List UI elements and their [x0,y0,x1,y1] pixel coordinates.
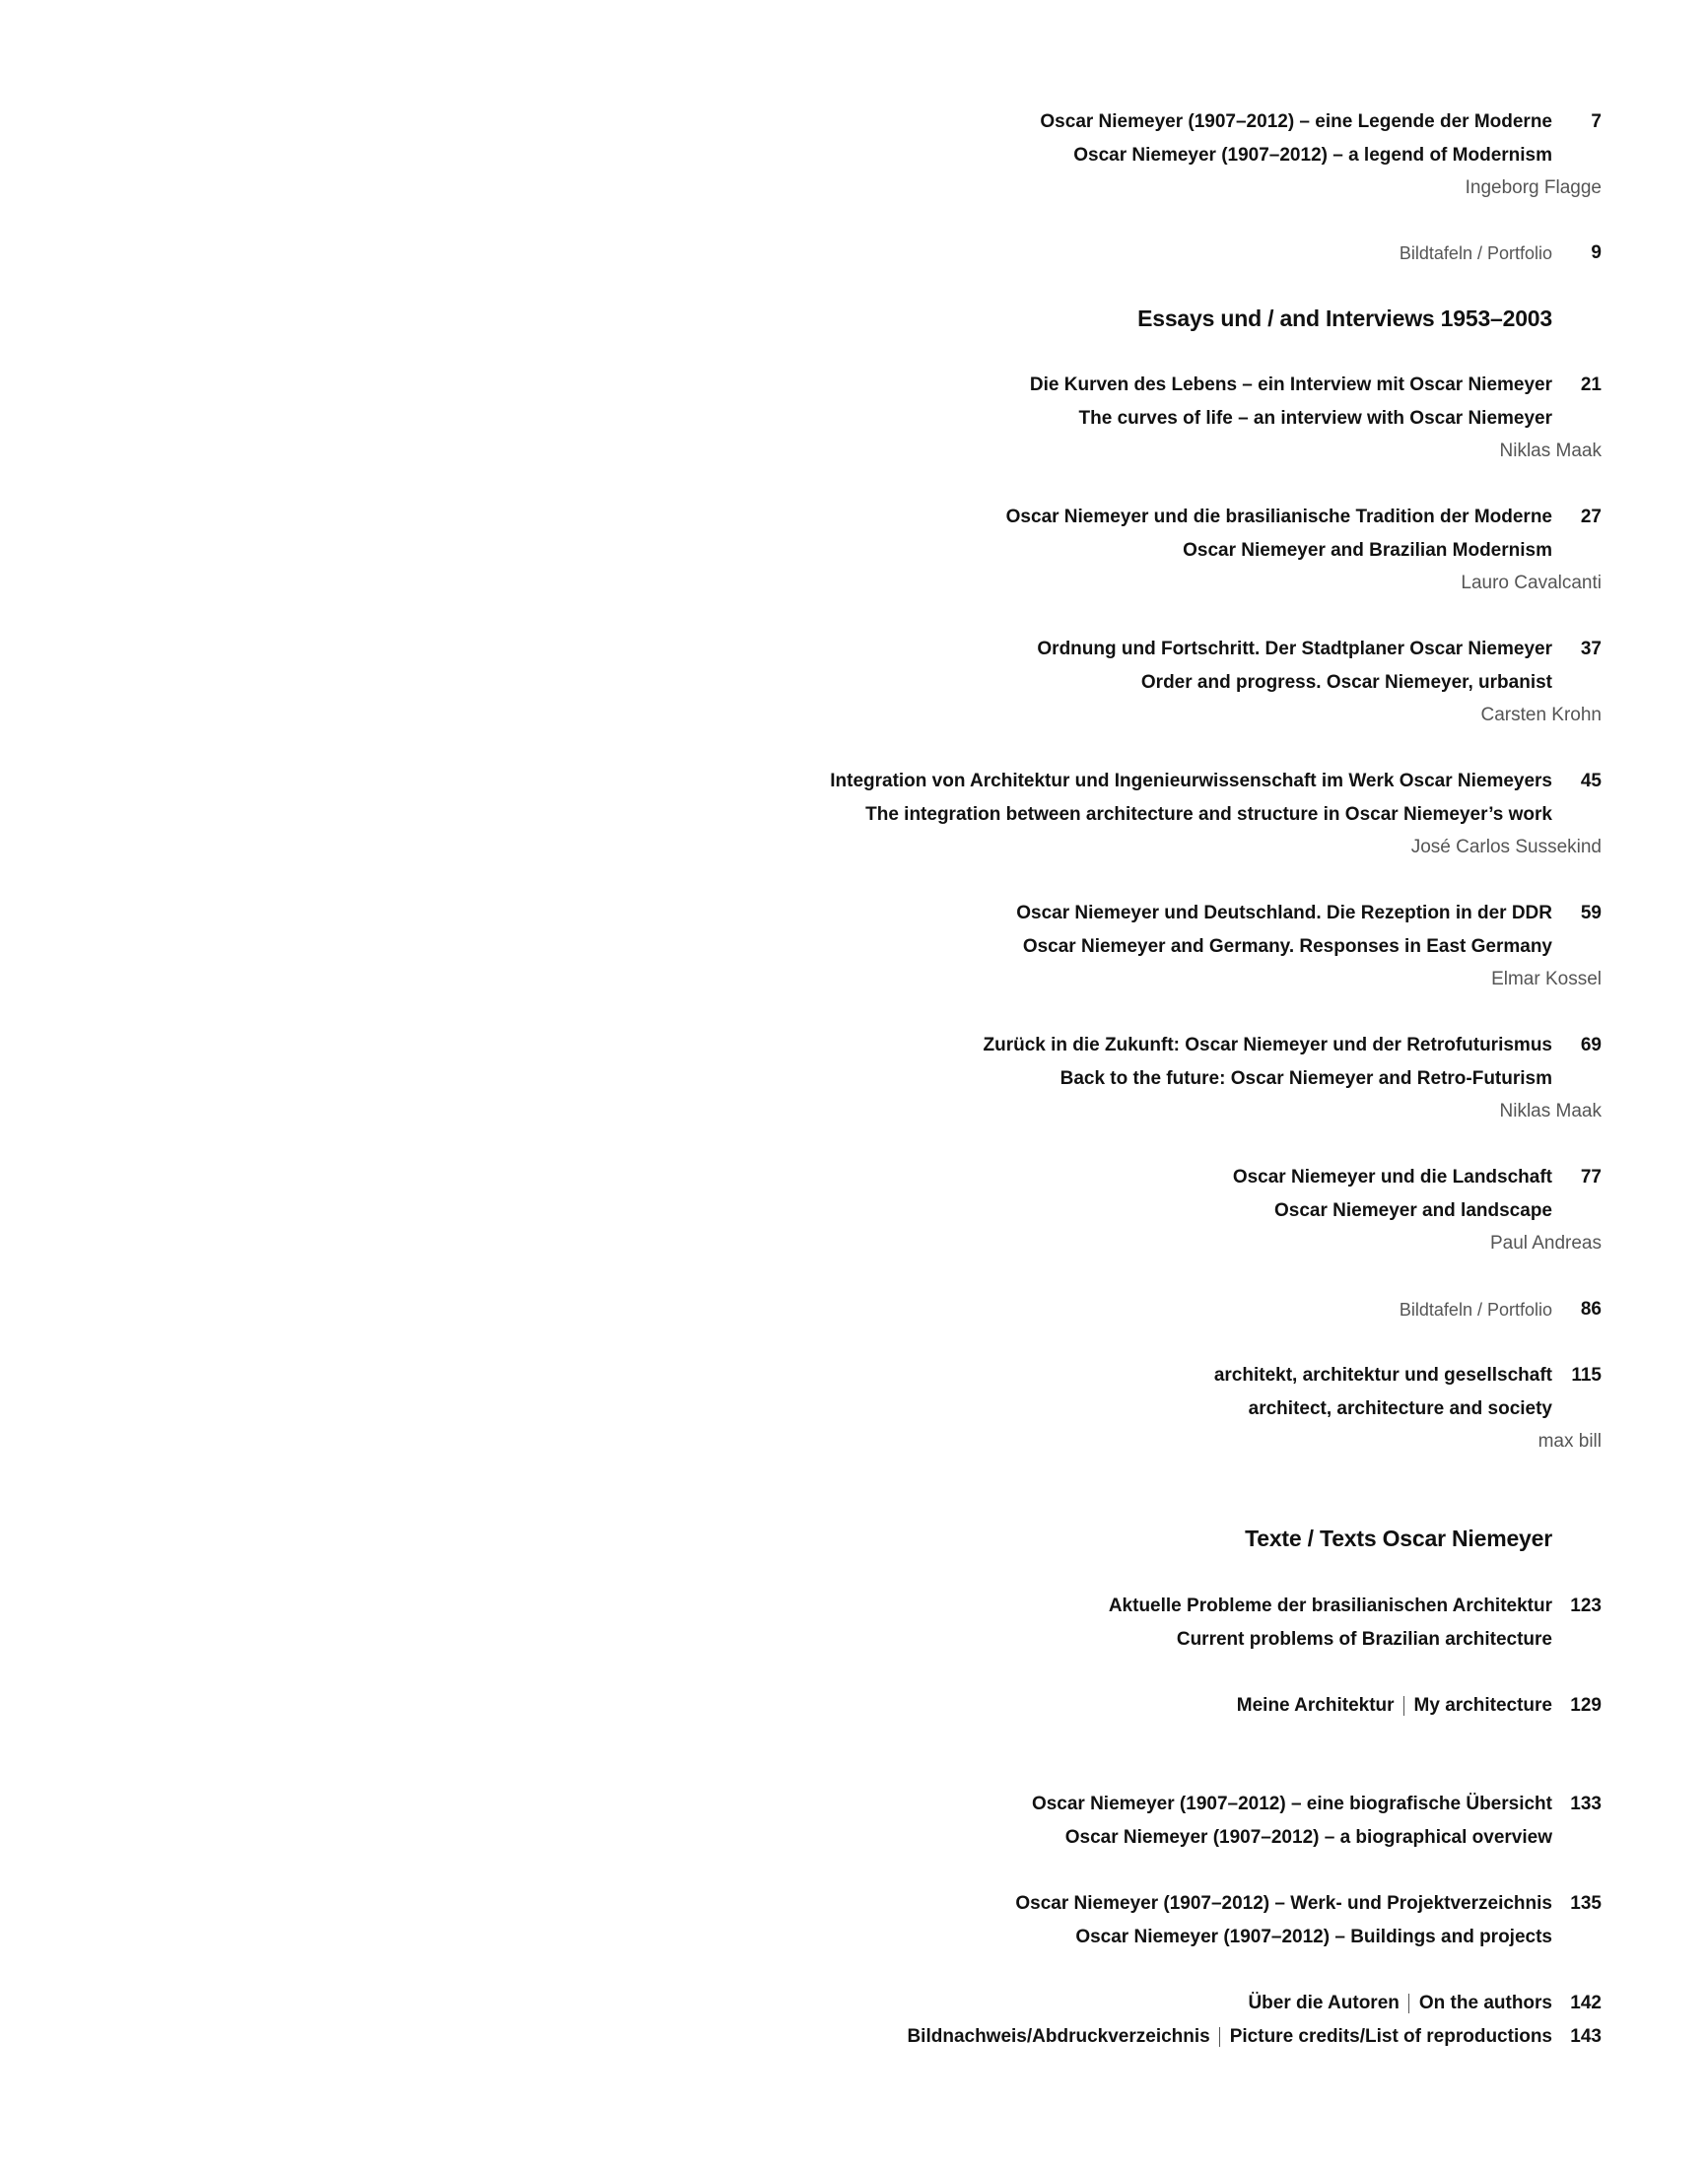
page-number: 45 [1580,771,1602,791]
toc-portfolio-entry [0,237,1602,270]
entry-title-en: On the authors [1418,1993,1552,2013]
entry-title-en: Oscar Niemeyer (1907–2012) – a legend of Modernism [1073,145,1552,166]
toc-portfolio-entry [0,1293,1602,1326]
toc-entry-title-en [0,1194,1602,1228]
page-number: 37 [1580,639,1602,659]
toc-entry-author [0,1227,1602,1260]
entry-title-en: The curves of life – an interview with Oscar Niemeyer [1078,408,1552,429]
toc-entry-title-en [0,1921,1602,1954]
entry-title-en: Oscar Niemeyer (1907–2012) – a biographical overview [1064,1827,1552,1848]
entry-title-de: Aktuelle Probleme der brasilianischen Architektur [1108,1596,1552,1616]
toc-entry-author [0,435,1602,468]
page-number: 129 [1570,1695,1602,1716]
entry-title-en: Current problems of Brazilian architecture [1176,1629,1552,1650]
entry-title-en: The integration between architecture and structure in Oscar Niemeyer’s work [865,804,1552,825]
toc-entry-title-de [0,1359,1602,1392]
toc-entry-title-de [0,1788,1602,1821]
entry-author: Paul Andreas [1489,1233,1602,1254]
divider [1403,1696,1404,1716]
toc-entry-title-de [0,897,1602,930]
portfolio-label: Bildtafeln / Portfolio [1399,1300,1552,1320]
entry-title-de: Oscar Niemeyer und die brasilianische Tradition der Moderne [1005,507,1552,527]
entry-title-en: Oscar Niemeyer (1907–2012) – Buildings and projects [1075,1927,1552,1947]
toc-entry-title-de [0,1887,1602,1921]
entry-title-en: Back to the future: Oscar Niemeyer and Retro-Futurism [1059,1068,1552,1089]
toc-entry-split [0,1987,1602,2020]
page-number: 142 [1570,1993,1602,2013]
toc-entry-author [0,963,1602,996]
toc-entry-title-en [0,534,1602,568]
page-number: 143 [1570,2026,1602,2047]
toc-entry-author [0,1425,1602,1459]
entry-author: Ingeborg Flagge [1465,177,1602,198]
toc-entry-title-de [0,765,1602,798]
entry-title-de: Oscar Niemeyer und Deutschland. Die Rezeption in der DDR [1016,903,1552,923]
entry-title-de: Ordnung und Fortschritt. Der Stadtplaner Oscar Niemeyer [1037,639,1552,659]
section-title: Texte / Texts Oscar Niemeyer [1245,1526,1552,1551]
entry-title-de: Integration von Architektur und Ingenieurwissenschaft im Werk Oscar Niemeyers [830,771,1552,791]
page-number: 123 [1570,1596,1602,1616]
entry-title-en: My architecture [1413,1695,1552,1716]
entry-title-de: Oscar Niemeyer (1907–2012) – eine biografische Übersicht [1031,1794,1552,1814]
entry-title-de: Oscar Niemeyer (1907–2012) – eine Legende der Moderne [1040,111,1552,132]
toc-entry-title-de [0,1590,1602,1623]
toc-entry-title-en [0,798,1602,832]
toc-entry-author [0,831,1602,864]
entry-author: max bill [1537,1431,1602,1452]
toc-entry-author [0,171,1602,205]
page-number: 77 [1580,1167,1602,1188]
entry-author: Elmar Kossel [1491,969,1602,989]
toc-entry-title-de [0,501,1602,534]
entry-title-de: Zurück in die Zukunft: Oscar Niemeyer und der Retrofuturismus [983,1035,1552,1055]
entry-title-de: Oscar Niemeyer (1907–2012) – Werk- und Projektverzeichnis [1015,1893,1552,1914]
toc-entry-title-en [0,930,1602,964]
toc-entry-title-en [0,1623,1602,1657]
section-heading [0,299,1602,338]
toc-entry-author [0,1095,1602,1128]
page-number: 7 [1591,111,1602,132]
toc-entry-title-en [0,139,1602,172]
entry-author: Niklas Maak [1499,1101,1602,1121]
entry-title-de: Über die Autoren [1248,1993,1400,2013]
toc-entry-title-de [0,369,1602,402]
entry-title-en: architect, architecture and society [1248,1398,1552,1419]
portfolio-label: Bildtafeln / Portfolio [1399,243,1552,263]
entry-author: Lauro Cavalcanti [1461,573,1602,593]
toc-entry-split [0,1689,1602,1723]
toc-entry-author [0,567,1602,600]
entry-title-de: Oscar Niemeyer und die Landschaft [1232,1167,1552,1188]
page-number: 9 [1591,242,1602,263]
page-number: 86 [1580,1299,1602,1320]
page-number: 133 [1570,1794,1602,1814]
entry-author: Carsten Krohn [1480,705,1602,725]
entry-author: Niklas Maak [1499,441,1602,461]
toc-entry-title-en [0,1821,1602,1855]
entry-title-de: Meine Architektur [1236,1695,1395,1716]
toc-entry-title-en [0,666,1602,700]
entry-title-de: architekt, architektur und gesellschaft [1213,1365,1552,1386]
toc-entry-author [0,699,1602,732]
page-number: 135 [1570,1893,1602,1914]
entry-title-en: Picture credits/List of reproductions [1229,2026,1552,2047]
toc-entry-title-de [0,105,1602,139]
toc-entry-title-en [0,1392,1602,1426]
entry-title-en: Oscar Niemeyer and Germany. Responses in East Germany [1022,936,1552,957]
page-number: 59 [1580,903,1602,923]
divider [1219,2027,1220,2047]
entry-title-en: Oscar Niemeyer and landscape [1274,1200,1552,1221]
page-number: 69 [1580,1035,1602,1055]
toc-entry-title-de [0,1029,1602,1062]
section-heading [0,1519,1602,1558]
page-number: 27 [1580,507,1602,527]
entry-title-de: Die Kurven des Lebens – ein Interview mit Oscar Niemeyer [1029,374,1552,395]
page-number: 115 [1571,1365,1602,1386]
divider [1408,1994,1409,2013]
section-title: Essays und / and Interviews 1953–2003 [1137,306,1552,331]
toc-entry-split [0,2020,1602,2054]
entry-author: José Carlos Sussekind [1410,837,1602,857]
entry-title-de: Bildnachweis/Abdruckverzeichnis [907,2026,1210,2047]
toc-entry-title-en [0,402,1602,436]
toc-entry-title-de [0,633,1602,666]
page-number: 21 [1580,374,1602,395]
entry-title-en: Oscar Niemeyer and Brazilian Modernism [1183,540,1552,561]
toc-entry-title-en [0,1062,1602,1096]
entry-title-en: Order and progress. Oscar Niemeyer, urbanist [1140,672,1552,693]
toc-entry-title-de [0,1161,1602,1194]
